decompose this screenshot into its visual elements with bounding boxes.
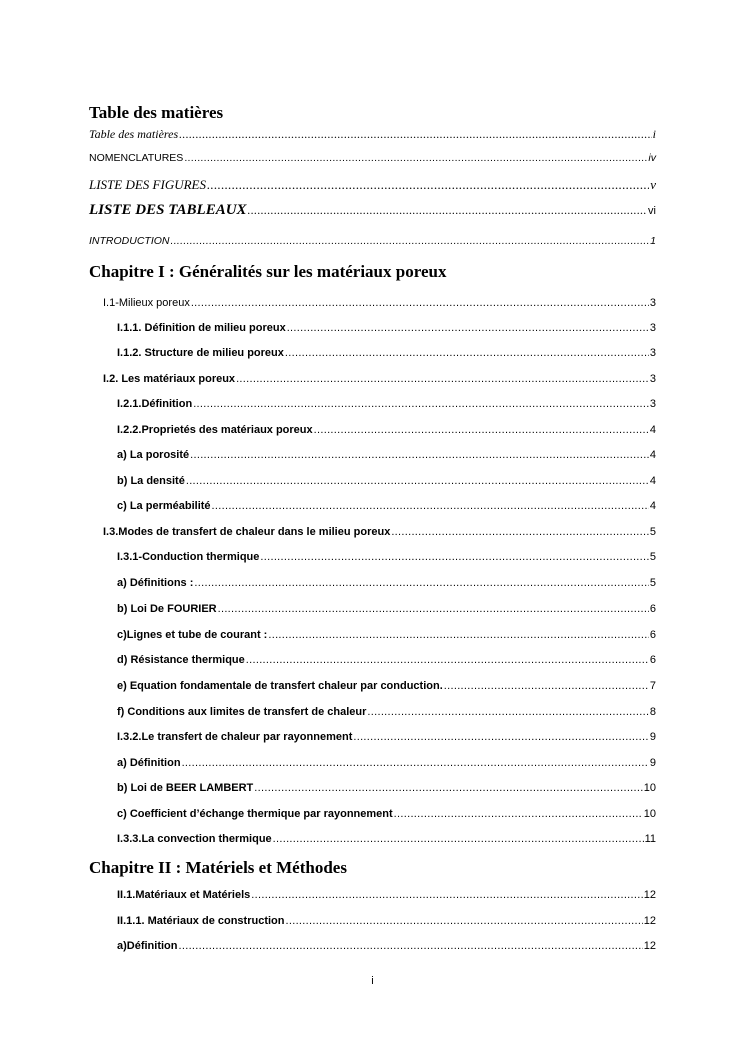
toc-entry-page: 12 xyxy=(643,915,656,927)
page-number-footer: i xyxy=(371,975,374,987)
toc-entry-page: 4 xyxy=(649,424,656,436)
toc-entry[interactable] xyxy=(117,449,656,461)
toc-entry-label: II.1.Matériaux et Matériels xyxy=(117,889,251,901)
dot-leader xyxy=(212,500,649,512)
toc-entry[interactable] xyxy=(117,629,656,641)
dot-leader xyxy=(367,706,648,718)
toc-entry-page: 12 xyxy=(643,940,656,952)
toc-entry-label: I.2. Les matériaux poreux xyxy=(103,373,236,385)
toc-entry[interactable] xyxy=(117,915,656,927)
dot-leader xyxy=(254,782,642,794)
dot-leader xyxy=(314,424,649,436)
toc-entry-label: Table des matières xyxy=(89,127,179,141)
toc-entry[interactable] xyxy=(117,424,656,436)
dot-leader xyxy=(268,629,649,641)
toc-entry-page: 4 xyxy=(649,449,656,461)
toc-entry[interactable] xyxy=(117,940,656,952)
dot-leader xyxy=(394,808,643,820)
toc-entry[interactable] xyxy=(117,347,656,359)
toc-entry-label: a) La porosité xyxy=(117,449,190,461)
dot-leader xyxy=(248,203,648,218)
toc-entry-label: c) La perméabilité xyxy=(117,500,211,512)
toc-entry-label: I.1.2. Structure de milieu poreux xyxy=(117,347,284,359)
toc-entry-page: 3 xyxy=(649,398,656,410)
toc-entry-page: i xyxy=(652,127,656,141)
toc-entry-label: I.3.3.La convection thermique xyxy=(117,833,272,845)
toc-entry-label: II.1.1. Matériaux de construction xyxy=(117,915,285,927)
dot-leader xyxy=(179,940,643,952)
dot-leader xyxy=(191,297,649,309)
toc-entry-page: iv xyxy=(648,152,656,164)
toc-entry-liste-des-tableaux[interactable] xyxy=(89,202,656,219)
toc-entry[interactable] xyxy=(117,322,656,334)
toc-entry[interactable] xyxy=(117,398,656,410)
toc-entry-label: b) Loi de BEER LAMBERT xyxy=(117,782,254,794)
toc-entry-page: 4 xyxy=(649,475,656,487)
toc-entry-liste-des-figures[interactable] xyxy=(89,177,656,193)
dot-leader xyxy=(391,526,649,538)
dot-leader xyxy=(186,475,649,487)
toc-entry-label: INTRODUCTION xyxy=(89,235,170,247)
toc-entry[interactable] xyxy=(117,889,656,901)
dot-leader xyxy=(286,915,643,927)
dot-leader xyxy=(251,889,642,901)
toc-entry[interactable] xyxy=(103,526,656,538)
toc-heading: Table des matières xyxy=(89,103,224,122)
dot-leader xyxy=(273,833,644,845)
toc-entry-page: 6 xyxy=(649,629,656,641)
toc-entry-page: 4 xyxy=(649,500,656,512)
toc-entry-page: 5 xyxy=(649,577,656,589)
toc-entry-page: v xyxy=(650,177,656,192)
dot-leader xyxy=(260,551,648,563)
toc-entry-label: f) Conditions aux limites de transfert de chaleur xyxy=(117,706,367,718)
toc-entry-page: 5 xyxy=(649,551,656,563)
dot-leader xyxy=(285,347,649,359)
dot-leader xyxy=(236,373,649,385)
toc-entry-label: c)Lignes et tube de courant : xyxy=(117,629,268,641)
dot-leader xyxy=(179,127,652,142)
toc-entry-table-des-matieres[interactable] xyxy=(89,127,656,142)
dot-leader xyxy=(190,449,649,461)
toc-entry-label: I.3.2.Le transfert de chaleur par rayonnement xyxy=(117,731,353,743)
toc-entry-label: d) Résistance thermique xyxy=(117,654,245,666)
toc-entry-label: a)Définition xyxy=(117,940,178,952)
toc-entry-page: 9 xyxy=(649,757,656,769)
dot-leader xyxy=(218,603,649,615)
toc-entry[interactable] xyxy=(117,603,656,615)
toc-entry-label: a) Définition xyxy=(117,757,181,769)
toc-entry-label: I.3.1-Conduction thermique xyxy=(117,551,260,563)
toc-entry-label: e) Equation fondamentale de transfert chaleur par conduction. xyxy=(117,680,443,692)
toc-entry-label: I.1-Milieux poreux xyxy=(103,297,190,309)
toc-entry-label: I.1.1. Définition de milieu poreux xyxy=(117,322,286,334)
toc-entry-page: 10 xyxy=(643,808,656,820)
dot-leader xyxy=(287,322,649,334)
dot-leader xyxy=(444,680,649,692)
toc-entry-label: I.3.Modes de transfert de chaleur dans le milieu poreux xyxy=(103,526,391,538)
toc-entry-page: 6 xyxy=(649,603,656,615)
dot-leader xyxy=(182,757,649,769)
dot-leader xyxy=(246,654,649,666)
toc-entry-page: 3 xyxy=(649,347,656,359)
toc-entry-page: 7 xyxy=(649,680,656,692)
toc-entry-label: LISTE DES TABLEAUX xyxy=(89,202,247,218)
toc-entry-label: a) Définitions : xyxy=(117,577,194,589)
toc-entry-label: I.2.2.Proprietés des matériaux poreux xyxy=(117,424,313,436)
toc-entry-page: 10 xyxy=(643,782,656,794)
toc-entry-nomenclatures[interactable] xyxy=(89,152,656,164)
dot-leader xyxy=(207,177,649,193)
chapter-1-title[interactable]: Chapitre I : Généralités sur les matériaux poreux xyxy=(89,262,447,281)
toc-entry[interactable] xyxy=(117,500,656,512)
toc-entry[interactable] xyxy=(117,680,656,692)
toc-entry-page: vi xyxy=(648,205,656,217)
toc-entry-page: 6 xyxy=(649,654,656,666)
toc-entry[interactable] xyxy=(117,782,656,794)
dot-leader xyxy=(184,152,647,164)
toc-entry-page: 1 xyxy=(650,235,656,247)
toc-entry[interactable] xyxy=(117,475,656,487)
toc-entry[interactable] xyxy=(103,373,656,385)
toc-entry[interactable] xyxy=(117,731,656,743)
chapter-2-title[interactable]: Chapitre II : Matériels et Méthodes xyxy=(89,858,347,877)
toc-entry[interactable] xyxy=(117,833,656,845)
toc-entry-label: LISTE DES FIGURES xyxy=(89,177,206,192)
toc-entry-label: NOMENCLATURES xyxy=(89,152,184,164)
toc-entry[interactable] xyxy=(117,808,656,820)
toc-entry[interactable] xyxy=(117,577,656,589)
toc-entry-label: I.2.1.Définition xyxy=(117,398,193,410)
dot-leader xyxy=(193,398,649,410)
toc-entry[interactable] xyxy=(117,654,656,666)
dot-leader xyxy=(171,235,650,247)
toc-entry[interactable] xyxy=(103,297,656,309)
toc-entry-page: 3 xyxy=(649,322,656,334)
dot-leader xyxy=(353,731,649,743)
dot-leader xyxy=(194,577,648,589)
toc-entry-page: 8 xyxy=(649,706,656,718)
toc-entry-introduction[interactable] xyxy=(89,235,656,247)
toc-entry[interactable] xyxy=(117,706,656,718)
toc-entry-page: 5 xyxy=(649,526,656,538)
toc-entry-page: 3 xyxy=(649,297,656,309)
toc-entry[interactable] xyxy=(117,757,656,769)
toc-entry-page: 3 xyxy=(649,373,656,385)
toc-entry-label: c) Coefficient d’échange thermique par rayonnement xyxy=(117,808,393,820)
toc-entry-label: b) La densité xyxy=(117,475,185,487)
toc-entry-page: 9 xyxy=(649,731,656,743)
toc-entry-label: b) Loi De FOURIER xyxy=(117,603,217,615)
toc-entry[interactable] xyxy=(117,551,656,563)
toc-entry-page: 11 xyxy=(644,833,656,845)
toc-entry-page: 12 xyxy=(643,889,656,901)
